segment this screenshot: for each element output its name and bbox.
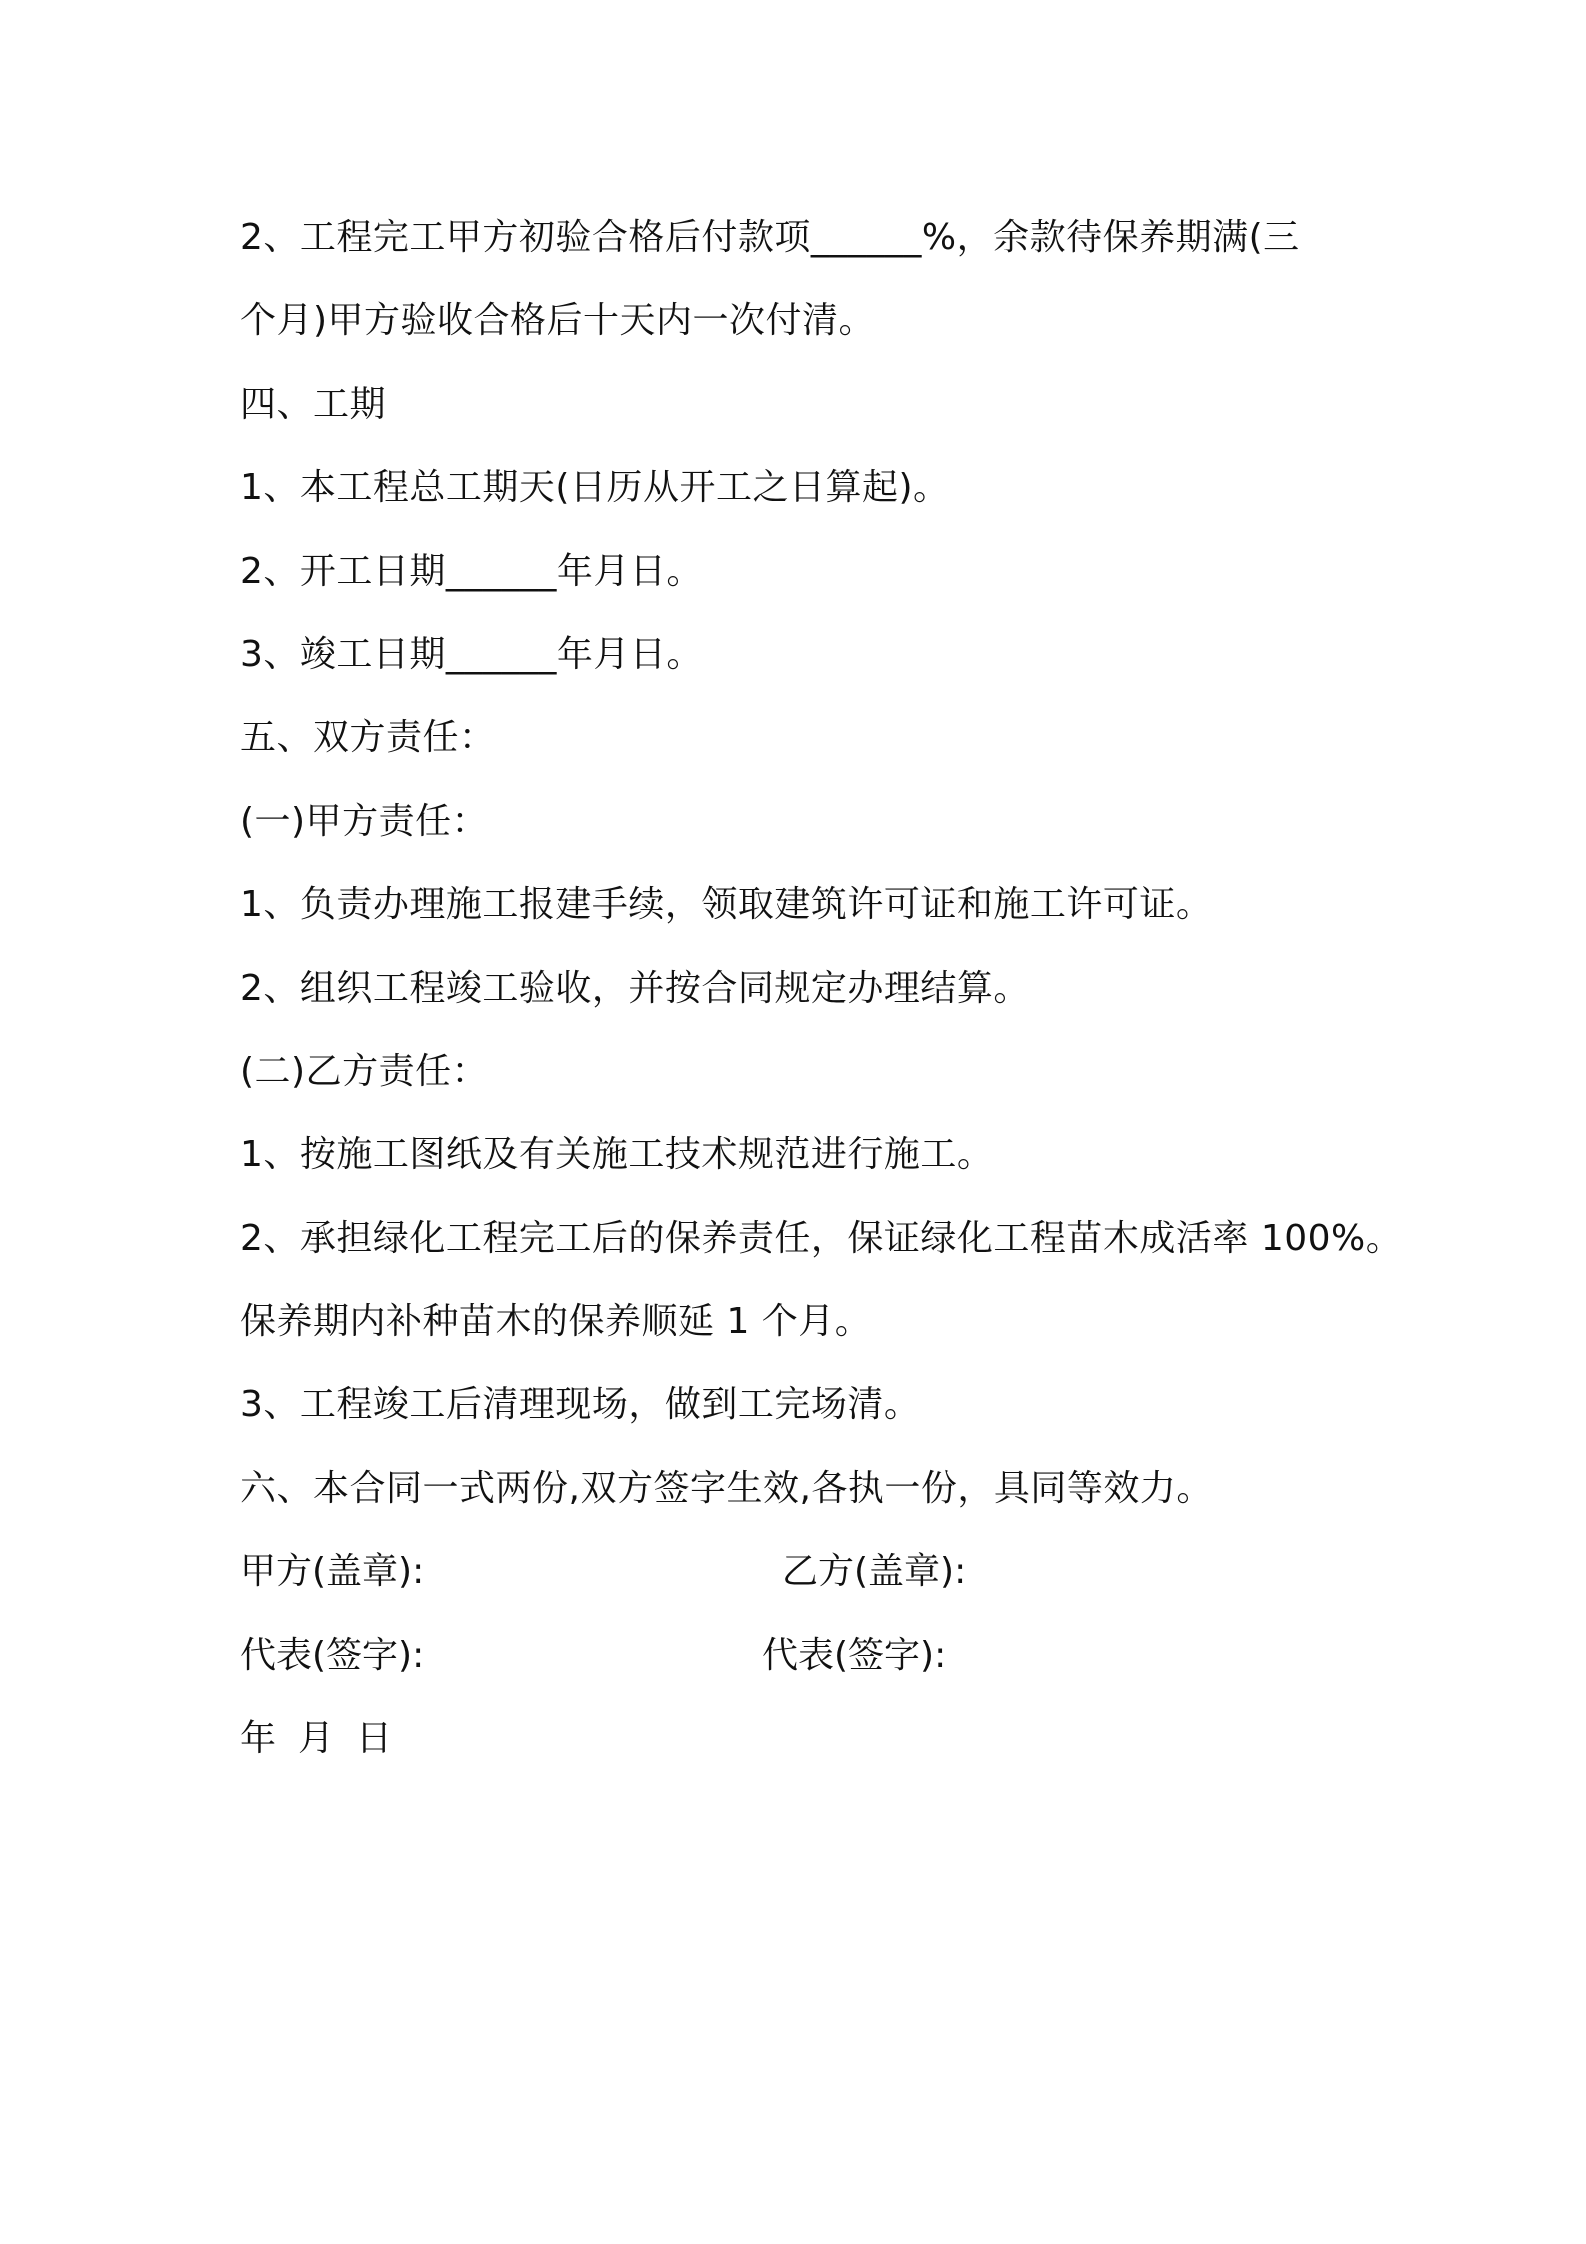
schedule-completion-date: 3、竣工日期______年月日。 — [240, 633, 703, 675]
party-a-item-2: 2、组织工程竣工验收，并按合同规定办理结算。 — [240, 967, 1030, 1009]
subheading-party-a-responsibilities: (一)甲方责任： — [240, 800, 489, 842]
section-heading-responsibilities: 五、双方责任： — [240, 717, 496, 759]
party-b-item-2: 2、承担绿化工程完工后的保养责任，保证绿化工程苗木成活率 100%。 — [240, 1217, 1403, 1259]
date-year: 年 — [240, 1718, 277, 1760]
party-a-rep-label: 代表(签字): — [240, 1634, 425, 1676]
party-b-item-2-continued: 保养期内补种苗木的保养顺延 1 个月。 — [240, 1301, 872, 1343]
party-a-seal-label: 甲方(盖章): — [240, 1551, 425, 1593]
party-b-seal-label: 乙方(盖章): — [782, 1551, 967, 1593]
party-a-item-1: 1、负责办理施工报建手续，领取建筑许可证和施工许可证。 — [240, 884, 1213, 926]
party-b-item-1: 1、按施工图纸及有关施工技术规范进行施工。 — [240, 1134, 994, 1176]
section-heading-copies: 六、本合同一式两份,双方签字生效,各执一份，具同等效力。 — [240, 1467, 1213, 1509]
section-heading-schedule: 四、工期 — [240, 383, 387, 425]
representative-row — [240, 1614, 1380, 1697]
date-month: 月 — [298, 1718, 335, 1760]
party-b-item-3: 3、工程竣工后清理现场，做到工完场清。 — [240, 1384, 921, 1426]
contract-body — [240, 196, 1403, 1780]
seal-row — [240, 1530, 1380, 1613]
party-b-rep-label: 代表(签字): — [762, 1634, 947, 1676]
schedule-start-date: 2、开工日期______年月日。 — [240, 550, 703, 592]
subheading-party-b-responsibilities: (二)乙方责任： — [240, 1050, 489, 1092]
date-day: 日 — [356, 1718, 393, 1760]
date-line — [240, 1697, 1380, 1780]
payment-clause-line-1: 2、工程完工甲方初验合格后付款项______%，余款待保养期满(三 — [240, 217, 1300, 258]
schedule-total-duration: 1、本工程总工期天(日历从开工之日算起)。 — [240, 467, 950, 509]
payment-clause-line-2: 个月)甲方验收合格后十天内一次付清。 — [240, 300, 876, 342]
